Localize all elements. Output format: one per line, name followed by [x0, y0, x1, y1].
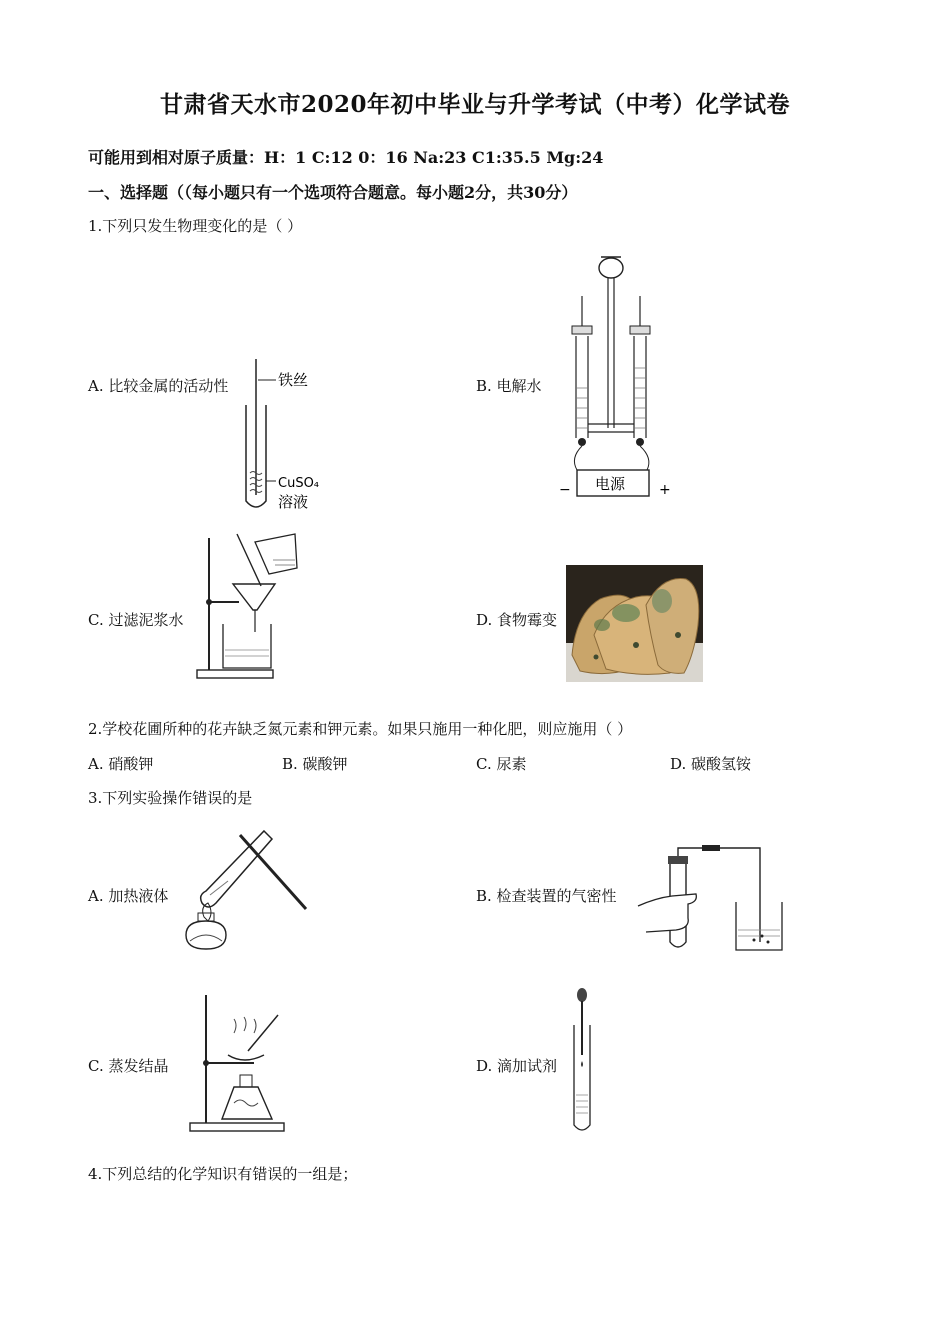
q1-option-a: A. 比较金属的活动性 — [88, 377, 229, 395]
q2-option-c: C. 尿素 — [476, 755, 527, 773]
q3-option-a: A. 加热液体 — [88, 887, 169, 905]
atomic-masses-line: 可能用到相对原子质量：H：1 C:12 0：16 Na:23 C1:35.5 Mg:24 — [88, 148, 604, 167]
airtightness-check-diagram — [636, 842, 786, 954]
cuso4-label: CuSO₄ — [278, 476, 320, 491]
q2-option-a: A. 硝酸钾 — [88, 755, 154, 773]
filtration-apparatus-diagram — [195, 532, 305, 682]
electrolysis-apparatus-diagram — [555, 248, 680, 503]
page-title: 甘肃省天水市2020年初中毕业与升学考试（中考）化学试卷 — [159, 91, 790, 118]
q1-option-d: D. 食物霉变 — [476, 611, 558, 629]
q3-option-c: C. 蒸发结晶 — [88, 1057, 169, 1075]
q3-option-b: B. 检查装置的气密性 — [476, 887, 617, 905]
q3-option-d: D. 滴加试剂 — [476, 1057, 558, 1075]
power-source-label: 电源 — [595, 475, 626, 493]
q1-option-c: C. 过滤泥浆水 — [88, 611, 184, 629]
test-tube-iron-wire-diagram — [232, 355, 342, 515]
positive-terminal: + — [659, 482, 671, 498]
evaporation-crystallization-diagram — [188, 993, 288, 1133]
section-1-header: 一、选择题（（每小题只有一个选项符合题意。每小题2分，共30分） — [88, 183, 578, 202]
q2-option-b: B. 碳酸钾 — [282, 755, 348, 773]
q2-stem: 2.学校花圃所种的花卉缺乏氮元素和钾元素。如果只施用一种化肥，则应施用（ ） — [88, 720, 633, 738]
q3-stem: 3.下列实验操作错误的是 — [88, 789, 253, 807]
moldy-bread-photo — [566, 565, 703, 682]
dropper-test-tube-diagram — [568, 985, 598, 1135]
solution-label: 溶液 — [278, 493, 309, 511]
negative-terminal: − — [559, 482, 571, 498]
q1-option-b: B. 电解水 — [476, 377, 542, 395]
q4-stem: 4.下列总结的化学知识有错误的一组是； — [88, 1165, 358, 1183]
q1-stem: 1.下列只发生物理变化的是（ ） — [88, 217, 303, 235]
q2-option-d: D. 碳酸氢铵 — [670, 755, 752, 773]
heating-liquid-diagram — [180, 825, 310, 955]
iron-wire-label: 铁丝 — [278, 371, 309, 389]
